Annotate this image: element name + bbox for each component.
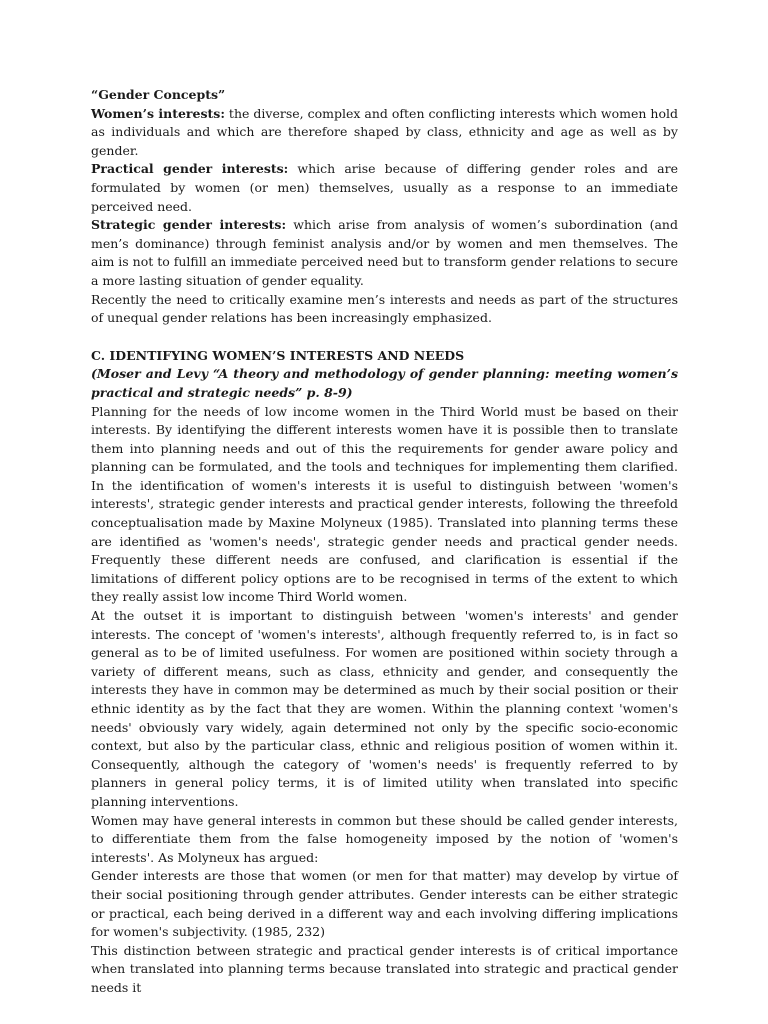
document-page bbox=[91, 86, 678, 998]
paragraph-recently: Recently the need to critically examine men’s interests and needs as part of the structures of unequal gender relations has been increasingly emphasized. bbox=[91, 291, 678, 326]
body-paragraph: This distinction between strategic and practical gender interests is of critical importance when translated into planning terms because translated into strategic and practical gender needs it bbox=[91, 942, 678, 995]
definition-practical-gender-interests bbox=[91, 160, 678, 216]
definition-text: which arise from analysis of women’s subordination (and men’s dominance) through feminist analysis and/or by women and men themselves. The aim is not to fulfill an immediate perceived need but to transform gender relations to secure a more lasting situation of gender equality. bbox=[91, 217, 678, 288]
citation: (Moser and Levy “A theory and methodology of gender planning: meeting women’s practical and strategic needs” p. 8-9) bbox=[91, 366, 678, 400]
definition-term: Strategic gender interests: bbox=[91, 217, 287, 233]
body-paragraph: At the outset it is important to distinguish between 'women's interests' and gender interests. The concept of 'women's interests', although frequently referred to, is in fact so general as to be of limited usefulness. For women are positioned within society through a variety of different means, such as class, ethnicity and gender, and consequently the interests they have in common may be determined as much by their social position or their ethnic identity as by the fact that they are women. Within the planning context 'women's needs' obviously vary widely, again determined not only by the specific socio-economic context, but also by the particular class, ethnic and religious position of women within it. Consequently, although the category of 'women's needs' is frequently referred to by planners in general policy terms, it is of limited utility when translated into specific planning interventions. bbox=[91, 608, 678, 809]
body-paragraph: Planning for the needs of low income women in the Third World must be based on their interests. By identifying the different interests women have it is possible then to translate them into planning needs and out of this the requirements for gender aware policy and planning can be formulated, and the tools and techniques for implementing them clarified. In the identification of women's interests it is useful to distinguish between 'women's interests', strategic gender interests and practical gender interests, following the threefold conceptualisation made by Maxine Molyneux (1985). Translated into planning terms these are identified as 'women's needs', strategic gender needs and practical gender needs. Frequently these different needs are confused, and clarification is essential if the limitations of different policy options are to be recognised in terms of the extent to which they really assist low income Third World women. bbox=[91, 403, 678, 605]
definition-womens-interests bbox=[91, 105, 678, 161]
definition-text: the diverse, complex and often conflicting interests which women hold as individuals and which are therefore shaped by class, ethnicity and age as well as by gender. bbox=[91, 105, 678, 158]
body-paragraph: Women may have general interests in common but these should be called gender interests, to differentiate them from the false homogeneity imposed by the notion of 'women's interests'. As Molyneux has argued: bbox=[91, 812, 678, 865]
section-gap bbox=[91, 328, 678, 347]
definition-term: Practical gender interests: bbox=[91, 161, 289, 177]
definition-strategic-gender-interests bbox=[91, 216, 678, 290]
quoted-paragraph: Gender interests are those that women (or men for that matter) may develop by virtue of their social positioning through gender attributes. Gender interests can be either strategic or practical, each being derived in a different way and each involving differing implications for women's subjectivity. (1985, 232) bbox=[91, 868, 678, 940]
section-title: “Gender Concepts” bbox=[91, 87, 226, 102]
section-heading: C. IDENTIFYING WOMEN’S INTERESTS AND NEEDS bbox=[91, 347, 465, 363]
definition-text: which arise because of differing gender roles and are formulated by women (or men) themselves, usually as a response to an immediate perceived need. bbox=[91, 161, 678, 214]
definition-term: Women’s interests: bbox=[91, 105, 225, 121]
